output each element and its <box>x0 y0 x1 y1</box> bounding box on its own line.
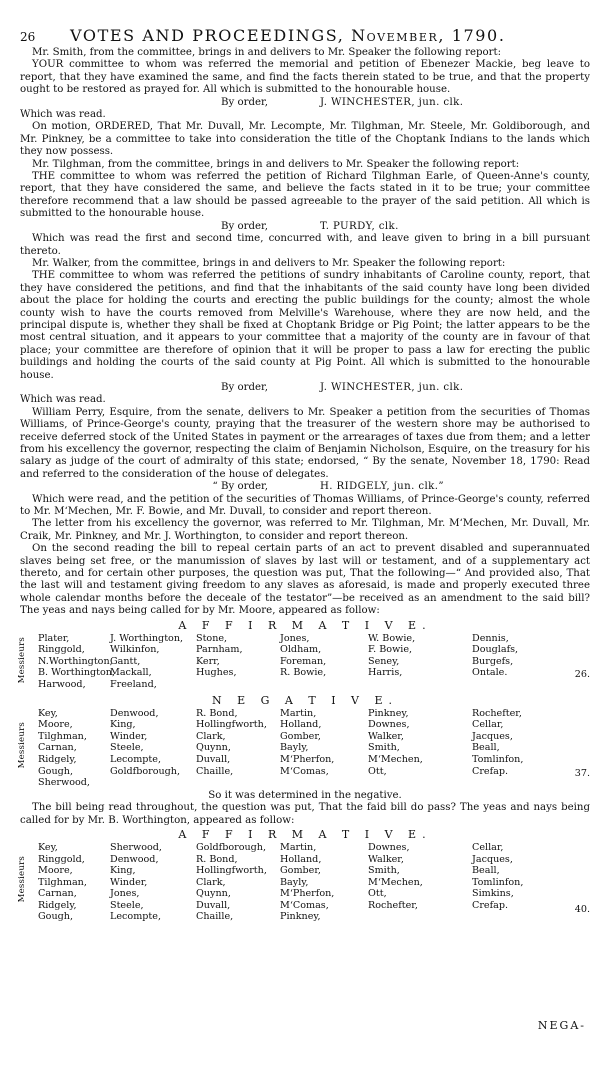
paragraph: THE committee to whom was referred the petition of Richard Tilghman Earle, of Queen-Anne's county, report, that they have considered the same, and believe the facts stated in it to be true; your committee therefore recommend that a law should be passed agreeable to the prayer of the said petition. All which is submitted to the honourable house. <box>20 171 590 220</box>
member-name: Tomlinfon, <box>472 876 524 888</box>
member-name: Beall, <box>472 865 500 877</box>
member-name: M‘Pherfon, <box>280 754 335 766</box>
member-name: Douglafs, <box>472 644 519 656</box>
member-name: Foreman, <box>280 655 327 667</box>
member-name: R. Bond, <box>196 853 238 865</box>
member-name: Ott, <box>368 888 387 900</box>
member-name: Ridgely, <box>38 754 77 766</box>
paragraph: Which was read. <box>20 109 106 121</box>
member-name: M‘Comas, <box>280 899 329 911</box>
paragraph: Mr. Smith, from the committee, brings in and delivers to Mr. Speaker the following report: <box>32 47 502 58</box>
name-columns <box>38 708 590 789</box>
vote-count: 40. <box>574 903 590 915</box>
member-name: Seney, <box>368 655 400 667</box>
member-name: Oldham, <box>280 644 322 656</box>
member-name: Walker, <box>368 853 404 865</box>
name-column <box>110 708 196 789</box>
member-name: Martin, <box>280 707 317 719</box>
member-name: B. Worthington, <box>38 667 116 679</box>
member-name: Key, <box>38 841 58 853</box>
member-name: Bayly, <box>280 876 309 888</box>
member-name: Smith, <box>368 865 400 877</box>
name-column <box>280 842 368 923</box>
member-name: Quynn, <box>196 888 231 900</box>
page-number: 26 <box>20 30 36 44</box>
signature-line <box>20 382 590 394</box>
member-name: Kerr, <box>196 655 220 667</box>
member-name: Carnan, <box>38 742 77 754</box>
name-column <box>196 842 280 923</box>
paragraph: Which was read the first and second time, concurred with, and leave given to bring in a bill pursuant thereto. <box>20 233 590 257</box>
signature-line <box>20 481 590 493</box>
by-order: By order, <box>220 96 268 108</box>
paragraph: The bill being read throughout, the question was put, That the faid bill do pass? The yeas and nays being called for by Mr. B. Worthington, appeared as follow: <box>20 802 590 826</box>
member-name: Burgefs, <box>472 655 514 667</box>
member-name: Walker, <box>368 730 404 742</box>
member-name: Winder, <box>110 876 148 888</box>
member-name: King, <box>110 865 136 877</box>
member-name: Freeland, <box>110 679 157 691</box>
name-column <box>280 708 368 789</box>
member-name: Moore, <box>38 719 73 731</box>
member-name: Smith, <box>368 742 400 754</box>
clerk-name: H. RIDGELY, jun. clk.” <box>320 481 444 493</box>
member-name: Tomlinfon, <box>472 754 524 766</box>
vote-list-affirmative <box>17 841 590 926</box>
member-name: Duvall, <box>196 754 231 766</box>
name-column <box>196 633 280 691</box>
member-name: Jacques, <box>472 853 513 865</box>
name-columns <box>38 633 590 691</box>
member-name: R. Bowie, <box>280 667 327 679</box>
member-name: Harris, <box>368 667 403 679</box>
affirmative-heading: A F F I R M A T I V E. <box>178 827 432 841</box>
member-name: Holland, <box>280 853 322 865</box>
member-name: Crefap. <box>472 899 509 911</box>
vote-list-affirmative <box>17 632 590 693</box>
name-column <box>110 633 196 691</box>
member-name: Wilkinfon, <box>110 644 160 656</box>
member-name: Hollingfworth, <box>196 719 267 731</box>
member-name: Denwood, <box>110 707 159 719</box>
member-name: Cellar, <box>472 719 504 731</box>
vote-list-negative <box>17 707 590 790</box>
member-name: Carnan, <box>38 888 77 900</box>
name-column <box>368 708 472 789</box>
name-column <box>472 708 556 789</box>
member-name: Chaille, <box>196 765 234 777</box>
member-name: N.Worthington, <box>38 655 113 667</box>
name-column <box>38 708 110 789</box>
member-name: W. Bowie, <box>368 632 416 644</box>
by-order: “ By order, <box>212 481 268 493</box>
clerk-name: J. WINCHESTER, jun. clk. <box>320 96 464 108</box>
member-name: Lecompte, <box>110 911 162 923</box>
member-name: Key, <box>38 707 58 719</box>
catchword: NEGA- <box>537 1019 586 1032</box>
member-name: Bayly, <box>280 742 309 754</box>
member-name: Clark, <box>196 730 226 742</box>
name-columns <box>38 842 590 923</box>
name-column <box>38 842 110 923</box>
paragraph: William Perry, Esquire, from the senate, delivers to Mr. Speaker a petition from the securities of Thomas Williams, of Prince-George's county, praying that the treasurer of the western shore may be authorised to receive deferred stock of the United States in payment or the arrearages of taxes due from them; and a letter from his excellency the governor, respecting the claim of Benjamin Nicholson, Esquire, on the treasury for his salary as judge of the court of admiralty of this state; endorsed, “ By the senate, November 18, 1790: Read and referred to the consideration of the house of delegates. <box>20 406 591 480</box>
member-name: Jacques, <box>472 730 513 742</box>
member-name: Lecompte, <box>110 754 162 766</box>
member-name: R. Bond, <box>196 707 238 719</box>
negative-heading: N E G A T I V E. <box>211 693 398 707</box>
member-name: Gantt, <box>110 655 141 667</box>
paragraph: Which was read. <box>20 394 106 406</box>
member-name: Simkins, <box>472 888 514 900</box>
member-name: Gomber, <box>280 730 321 742</box>
member-name: Sherwood, <box>38 777 90 789</box>
by-order: By order, <box>220 220 268 232</box>
member-name: Hollingfworth, <box>196 865 267 877</box>
name-column <box>110 842 196 923</box>
member-name: Ontale. <box>472 667 508 679</box>
affirmative-heading: A F F I R M A T I V E. <box>178 618 432 632</box>
member-name: Gough, <box>38 911 73 923</box>
paragraph: The letter from his excellency the governor, was referred to Mr. Tilghman, Mr. M‘Mechen, Mr. Duvall, Mr. Craik, Mr. Pinkney, and Mr. J. Worthington, to consider and report thereon. <box>20 518 590 542</box>
name-column <box>196 708 280 789</box>
member-name: Gomber, <box>280 865 321 877</box>
member-name: Tilghman, <box>38 876 87 888</box>
vote-result: So it was determined in the negative. <box>208 789 402 801</box>
member-name: Ringgold, <box>38 644 85 656</box>
member-name: Beall, <box>472 742 500 754</box>
member-name: Goldfborough, <box>196 841 267 853</box>
messieurs-label: Messieurs <box>17 855 27 903</box>
member-name: Hughes, <box>196 667 237 679</box>
member-name: M‘Comas, <box>280 765 329 777</box>
member-name: Pinkney, <box>368 707 409 719</box>
member-name: Chaille, <box>196 911 234 923</box>
member-name: Steele, <box>110 742 144 754</box>
member-name: King, <box>110 719 136 731</box>
paragraph: Mr. Tilghman, from the committee, brings in and delivers to Mr. Speaker the following report: <box>32 158 520 170</box>
member-name: Martin, <box>280 841 317 853</box>
member-name: Winder, <box>110 730 148 742</box>
name-column <box>472 633 556 691</box>
member-name: Parnham, <box>196 644 243 656</box>
member-name: J. Worthington, <box>110 632 184 644</box>
member-name: Ott, <box>368 765 387 777</box>
member-name: Tilghman, <box>38 730 87 742</box>
name-column <box>368 842 472 923</box>
member-name: Jones, <box>110 888 140 900</box>
member-name: Stone, <box>196 632 228 644</box>
member-name: Mackall, <box>110 667 152 679</box>
paragraph: Which were read, and the petition of the securities of Thomas Williams, of Prince-George's county, referred to Mr. M‘Mechen, Mr. F. Bowie, and Mr. Duvall, to consider and report thereon. <box>20 493 590 518</box>
member-name: Sherwood, <box>110 841 162 853</box>
member-name: Harwood, <box>38 679 86 691</box>
clerk-name: T. PURDY, clk. <box>320 220 399 232</box>
member-name: Crefap. <box>472 765 509 777</box>
member-name: Holland, <box>280 719 322 731</box>
member-name: Duvall, <box>196 899 231 911</box>
signature-line <box>20 97 590 109</box>
vote-count: 37. <box>574 767 590 779</box>
paragraph: Mr. Walker, from the committee, brings in and delivers to Mr. Speaker the following report: <box>32 257 506 269</box>
paragraph: On motion, ORDERED, That Mr. Duvall, Mr. Lecompte, Mr. Tilghman, Mr. Steele, Mr. Goldiborough, and Mr. Pinkney, be a committee to take into consideration the title of the Choptank Indians to the lands which they now possess. <box>20 121 590 158</box>
member-name: Ridgely, <box>38 899 77 911</box>
by-order: By order, <box>220 381 268 393</box>
member-name: Denwood, <box>110 853 159 865</box>
signature-line <box>20 221 590 233</box>
member-name: Rochefter, <box>472 707 522 719</box>
member-name: Rochefter, <box>368 899 418 911</box>
member-name: Clark, <box>196 876 226 888</box>
member-name: Cellar, <box>472 841 504 853</box>
messieurs-label: Messieurs <box>17 636 27 684</box>
member-name: Jones, <box>280 632 310 644</box>
member-name: M‘Mechen, <box>368 754 423 766</box>
member-name: Pinkney, <box>280 911 321 923</box>
member-name: Downes, <box>368 841 410 853</box>
member-name: M‘Pherfon, <box>280 888 335 900</box>
clerk-name: J. WINCHESTER, jun. clk. <box>320 381 464 393</box>
vote-count: 26. <box>574 668 590 680</box>
name-column <box>280 633 368 691</box>
messieurs-label: Messieurs <box>17 721 27 769</box>
member-name: Goldfborough, <box>110 765 181 777</box>
member-name: M‘Mechen, <box>368 876 423 888</box>
member-name: Plater, <box>38 632 70 644</box>
name-column <box>38 632 116 691</box>
member-name: F. Bowie, <box>368 644 413 656</box>
member-name: Moore, <box>38 865 73 877</box>
member-name: Quynn, <box>196 742 231 754</box>
member-name: Gough, <box>38 765 73 777</box>
paragraph: THE committee to whom was referred the petitions of sundry inhabitants of Caroline county, report, that they have considered the petitions, and find that the inhabitants of the said county have long been divided about the place for holding the courts and erecting the public buildings for the county; almost the whole county wish to have the courts removed from Melville's Warehouse, where they are now held, and the principal dispute is, whether they shall be fixed at Choptank Bridge or Pig Point; the latter appears to be the most central situation, and it appears to your committee that a majority of the county are in favour of that place; your committee are therefore of opinion that it will be proper to pass a law for erecting the public buildings and holding the courts of the said county at Pig Point. All which is submitted to the honourable house. <box>20 270 590 381</box>
paragraph: On the second reading the bill to repeal certain parts of an act to prevent disabled and superannuated slaves being set free, or the manumission of slaves by last will or testament, and of a supplementary act thereto, and for certain other purposes, the question was put, That the following—“ And provided also, That the last will and testament giving freedom to any slaves as aforesaid, is made and properly executed three whole calendar months before the deceale of the testator”—be received as an amendment to the said bill? The yeas and nays being called for by Mr. Moore, appeared as follow: <box>20 543 590 617</box>
member-name: Downes, <box>368 719 410 731</box>
member-name: Dennis, <box>472 632 509 644</box>
name-column <box>368 633 472 691</box>
name-column <box>472 842 556 923</box>
page-header <box>20 26 590 45</box>
member-name: Steele, <box>110 899 144 911</box>
paragraph: YOUR committee to whom was referred the memorial and petition of Ebenezer Mackie, beg leave to report, that they have examined the same, and find the facts therein stated to be true, and that the property ought to be restored as prayed for. All which is submitted to the honourable house. <box>20 59 590 96</box>
member-name: Ringgold, <box>38 853 85 865</box>
running-title: VOTES AND PROCEEDINGS, November, 1790. <box>70 26 506 45</box>
